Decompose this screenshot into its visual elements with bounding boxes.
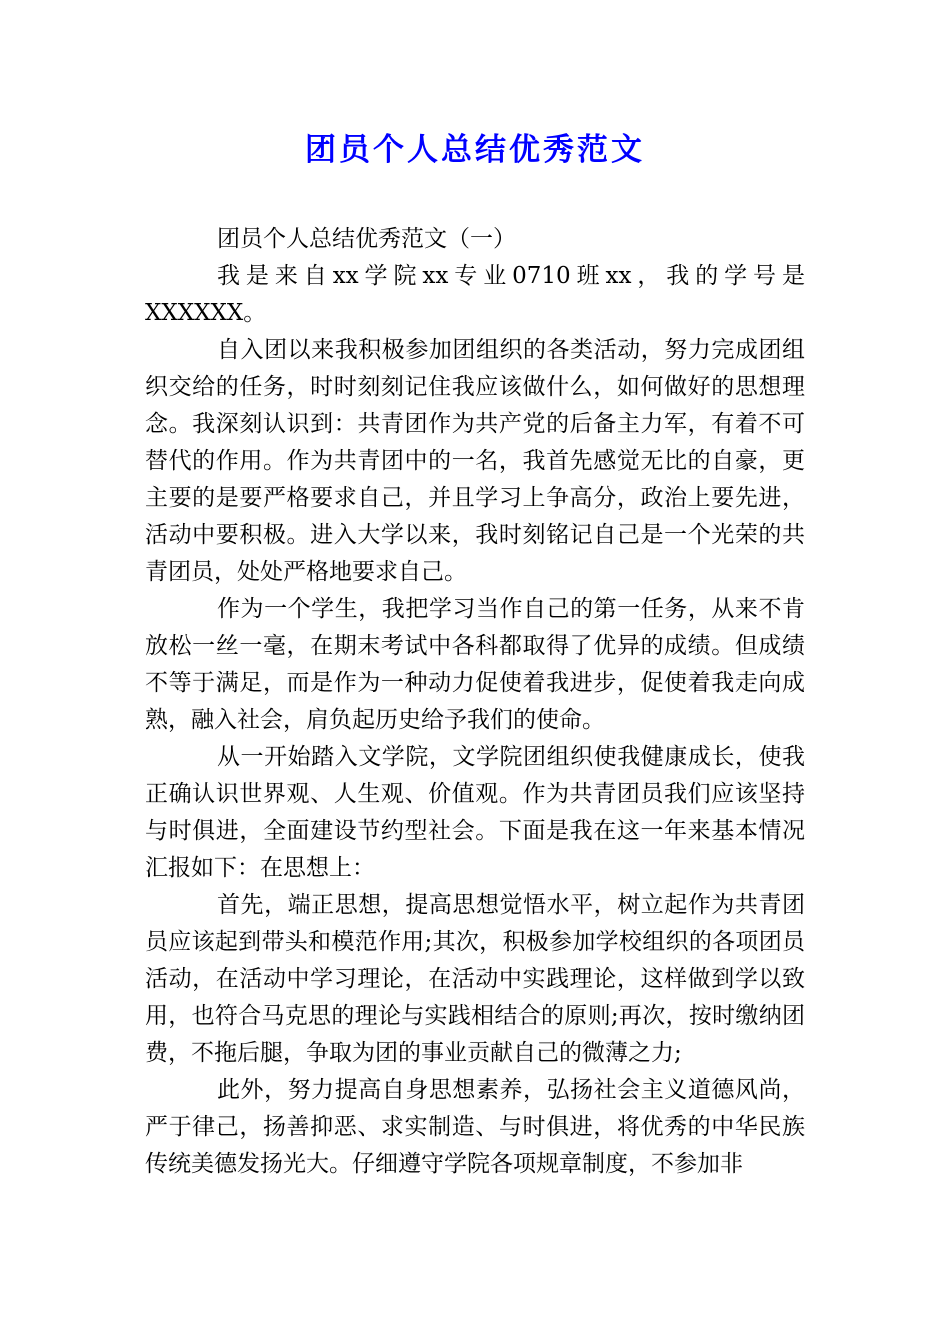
paragraph-subtitle: 团员个人总结优秀范文（一） bbox=[217, 226, 516, 252]
document-title: 团员个人总结优秀范文 bbox=[305, 132, 645, 168]
paragraph-introduction: 我是来自xx学院xx专业0710班xx，我的学号是XXXXXX。 bbox=[145, 263, 805, 326]
paragraph-moral-quality: 此外，努力提高自身思想素养，弘扬社会主义道德风尚，严于律己，扬善抑恶、求实制造、与时俱进，将优秀的中华民族传统美德发扬光大。仔细遵守学院各项规章制度，不参加非 bbox=[145, 1077, 805, 1177]
document-body bbox=[145, 221, 805, 1183]
paragraph-joining-league: 自入团以来我积极参加团组织的各类活动，努力完成团组织交给的任务，时时刻刻记住我应该做什么，如何做好的思想理念。我深刻认识到：共青团作为共产党的后备主力军，有着不可替代的作用。作为共青团中的一名，我首先感觉无比的自豪，更主要的是要严格要求自己，并且学习上争高分，政治上要先进，活动中要积极。进入大学以来，我时刻铭记自己是一个光荣的共青团员，处处严格地要求自己。 bbox=[145, 337, 805, 585]
paragraph-thought: 首先，端正思想，提高思想觉悟水平，树立起作为共青团员应该起到带头和模范作用;其次，积极参加学校组织的各项团员活动，在活动中学习理论，在活动中实践理论，这样做到学以致用，也符合马克思的理论与实践相结合的原则;再次，按时缴纳团费，不拖后腿，争取为团的事业贡献自己的微薄之力; bbox=[145, 892, 805, 1066]
paragraph-study: 作为一个学生，我把学习当作自己的第一任务，从来不肯放松一丝一毫，在期末考试中各科都取得了优异的成绩。但成绩不等于满足，而是作为一种动力促使着我进步，促使着我走向成熟，融入社会，肩负起历史给予我们的使命。 bbox=[145, 596, 805, 733]
paragraph-college-growth: 从一开始踏入文学院，文学院团组织使我健康成长，使我正确认识世界观、人生观、价值观。作为共青团员我们应该坚持与时俱进，全面建设节约型社会。下面是我在这一年来基本情况汇报如下：在思想上： bbox=[145, 744, 805, 881]
